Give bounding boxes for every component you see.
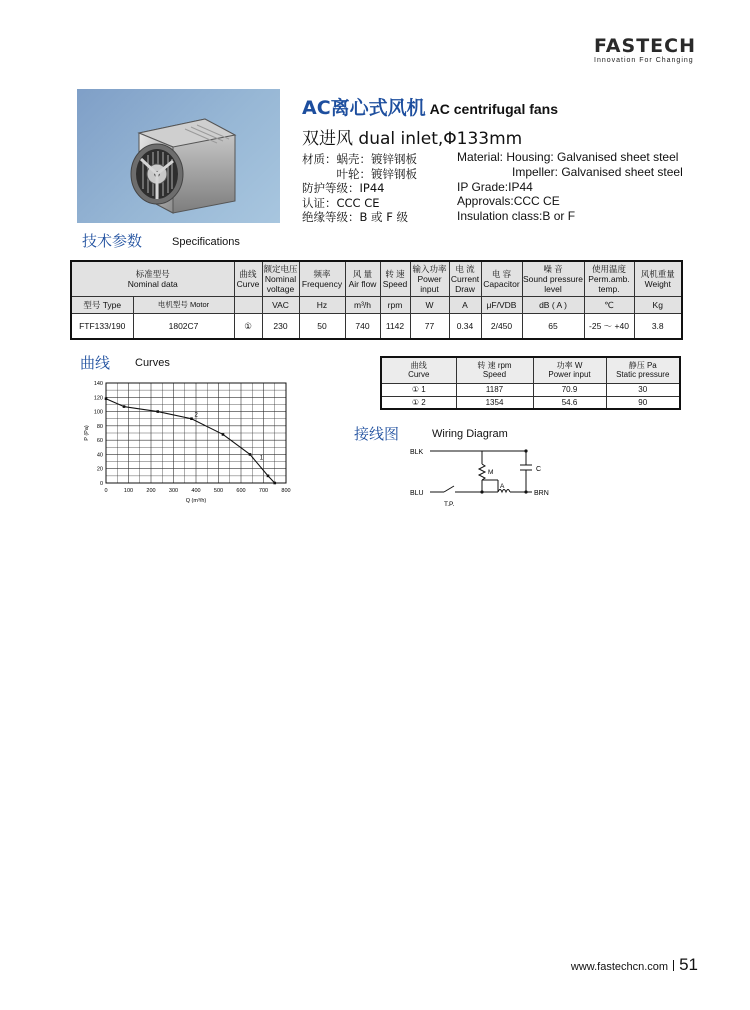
curve-col-en: Static pressure xyxy=(616,370,670,380)
curve-cell: 70.9 xyxy=(533,383,606,396)
spec-cn-line: 防护等级：IP44 xyxy=(302,181,385,196)
spec-unit-row xyxy=(71,296,682,313)
unit-capacitor: μF/VDB xyxy=(481,296,522,313)
spec-header-row xyxy=(71,261,682,296)
col-airflow xyxy=(345,261,380,296)
cell-type: FTF133/190 xyxy=(71,313,133,339)
unit-weight: Kg xyxy=(634,296,682,313)
specifications-heading-cn: 技术参数 xyxy=(82,232,143,250)
col-en: Capacitor xyxy=(483,278,520,289)
junction-dot xyxy=(524,449,527,452)
col-en: Weight xyxy=(644,278,671,289)
wire-blk-label: BLK xyxy=(410,449,424,456)
curve-cell: 1187 xyxy=(456,383,533,396)
unit-power: W xyxy=(410,296,449,313)
data-point xyxy=(190,417,193,420)
wiring-heading-en: Wiring Diagram xyxy=(432,428,508,440)
curve-table-header xyxy=(381,357,680,383)
curve-col-pressure xyxy=(606,357,680,383)
col-en: Air flow xyxy=(348,278,377,289)
cell-weight: 3.8 xyxy=(634,313,682,339)
curve-col-power xyxy=(533,357,606,383)
col-en: Curve xyxy=(236,278,260,289)
unit-voltage: VAC xyxy=(262,296,299,313)
wiring-diagram xyxy=(400,440,570,517)
cell-speed: 1142 xyxy=(380,313,410,339)
cell-airflow: 740 xyxy=(345,313,380,339)
col-cn: 额定电压 xyxy=(263,263,298,274)
spec-en-line: IP Grade:IP44 xyxy=(457,179,533,194)
x-tick-label: 700 xyxy=(258,488,269,494)
nominal-cn: 标准型号 xyxy=(135,268,170,279)
spec-cn-line: 叶轮：镀锌钢板 xyxy=(302,166,417,181)
product-title xyxy=(302,93,558,120)
curve-cell: 1354 xyxy=(456,396,533,409)
junction-dot xyxy=(480,490,483,493)
x-tick-label: 300 xyxy=(168,488,179,494)
curves-heading-en: Curves xyxy=(135,357,170,369)
cell-sound: 65 xyxy=(522,313,584,339)
spec-list-english xyxy=(457,150,683,224)
col-en: Frequency xyxy=(301,278,343,289)
title-chinese: AC离心式风机 xyxy=(302,97,426,119)
table-row xyxy=(381,396,680,409)
data-point xyxy=(105,397,108,400)
wiring-heading-cn: 接线图 xyxy=(354,425,400,443)
col-capacitor xyxy=(481,261,522,296)
col-cn: 风机重量 xyxy=(640,268,675,279)
col-en: Power input xyxy=(417,273,442,294)
page-number: 51 xyxy=(679,955,698,974)
col-cn: 使用温度 xyxy=(591,263,626,274)
col-en: Perm.amb. temp. xyxy=(588,273,630,294)
col-en: Nominal voltage xyxy=(264,273,297,294)
col-cn: 频率 xyxy=(313,268,331,279)
col-current xyxy=(449,261,481,296)
title-english: AC centrifugal fans xyxy=(429,101,559,117)
curve-col-cn: 转 速 rpm xyxy=(477,360,512,370)
y-tick-label: 20 xyxy=(96,466,103,473)
curve-col-en: Speed xyxy=(482,370,507,380)
x-tick-label: 500 xyxy=(213,488,224,494)
col-frequency xyxy=(299,261,345,296)
col-en: Current Draw xyxy=(450,273,480,294)
curve-col-cn: 静压 Pa xyxy=(628,360,657,370)
unit-frequency: Hz xyxy=(299,296,345,313)
table-row xyxy=(71,313,682,339)
performance-chart-svg xyxy=(78,378,308,510)
footer-website: www.fastechcn.com xyxy=(570,961,669,973)
y-tick-label: 40 xyxy=(96,452,103,459)
x-tick-label: 400 xyxy=(191,488,201,494)
spec-list-chinese xyxy=(302,152,417,225)
cell-curve: ① xyxy=(234,313,262,339)
y-tick-label: 60 xyxy=(96,438,103,445)
cell-power: 77 xyxy=(410,313,449,339)
wire-blu-label: BLU xyxy=(410,490,424,497)
type-label: 型号 Type xyxy=(71,296,133,313)
motor-label: M xyxy=(488,469,494,476)
col-sound xyxy=(522,261,584,296)
specifications-table xyxy=(70,260,683,340)
product-subtitle: 双进风 dual inlet,Φ133mm xyxy=(302,129,523,149)
curve-cell: ① 1 xyxy=(381,383,456,396)
curve-col-speed xyxy=(456,357,533,383)
col-cn: 曲线 xyxy=(239,268,257,279)
cell-motor: 1802C7 xyxy=(133,313,234,339)
col-temp xyxy=(584,261,634,296)
curve-cell: 30 xyxy=(606,383,680,396)
curves-heading-cn: 曲线 xyxy=(80,354,111,372)
unit-sound: dB ( A ) xyxy=(522,296,584,313)
data-point xyxy=(267,475,270,478)
nominal-data-header xyxy=(71,261,234,296)
curve-cell: 54.6 xyxy=(533,396,606,409)
curve-col-cn: 功率 W xyxy=(556,360,583,370)
curve-cell: 90 xyxy=(606,396,680,409)
curve-marker-label: 1 xyxy=(259,455,264,462)
col-cn: 电 流 xyxy=(455,263,475,274)
y-tick-label: 140 xyxy=(93,381,103,387)
logo-wordmark: FASTECH xyxy=(594,35,696,57)
x-tick-label: 100 xyxy=(123,488,134,494)
col-cn: 电 容 xyxy=(491,268,512,279)
y-axis-label: P (Pa) xyxy=(84,425,90,441)
data-point xyxy=(273,482,276,485)
spec-en-line: Material: Housing: Galvanised sheet steel xyxy=(457,150,679,164)
capacitor-label: C xyxy=(536,466,542,473)
unit-curve xyxy=(234,296,262,313)
specifications-heading-en: Specifications xyxy=(172,236,240,248)
data-point xyxy=(222,433,225,436)
curve-cell: ① 2 xyxy=(381,396,456,409)
col-speed xyxy=(380,261,410,296)
cell-capacitor: 2/450 xyxy=(481,313,522,339)
spec-cn-line: 材质：蜗壳：镀锌钢板 xyxy=(302,152,417,166)
nominal-en: Nominal data xyxy=(127,278,178,289)
cell-frequency: 50 xyxy=(299,313,345,339)
col-cn: 输入功率 xyxy=(412,263,447,274)
col-en: Sound pressure level xyxy=(522,273,583,294)
motor-label: 电机型号 Motor xyxy=(133,296,234,313)
curve-col-en: Power input xyxy=(548,370,591,380)
col-power xyxy=(410,261,449,296)
brand-logo xyxy=(594,36,704,64)
spec-en-line: Insulation class:B or F xyxy=(457,209,576,224)
thermal-protector-label: T.P. xyxy=(444,501,455,508)
y-tick-label: 100 xyxy=(93,409,103,416)
unit-airflow: m³/h xyxy=(345,296,380,313)
footer-divider xyxy=(673,960,674,971)
x-tick-label: 600 xyxy=(236,488,246,494)
spec-cn-line: 认证：CCC CE xyxy=(302,195,380,210)
data-point xyxy=(156,410,159,413)
cell-current: 0.34 xyxy=(449,313,481,339)
col-cn: 噪 音 xyxy=(543,263,563,274)
unit-temp: ℃ xyxy=(584,296,634,313)
x-tick-label: 800 xyxy=(281,488,291,494)
col-en: Speed xyxy=(382,278,408,289)
col-voltage xyxy=(262,261,299,296)
x-tick-label: 0 xyxy=(104,488,108,494)
col-curve xyxy=(234,261,262,296)
unit-speed: rpm xyxy=(380,296,410,313)
table-row xyxy=(381,383,680,396)
spec-cn-line: 绝缘等级：B 或 F 级 xyxy=(302,210,408,225)
spec-en-line: Impeller: Galvanised sheet steel xyxy=(512,164,683,179)
col-weight xyxy=(634,261,682,296)
data-point xyxy=(123,405,126,408)
product-photo xyxy=(77,89,280,223)
spec-en-line: Approvals:CCC CE xyxy=(457,194,560,209)
wire-brn-label: BRN xyxy=(534,490,549,497)
x-axis-label: Q (m³/h) xyxy=(185,498,207,504)
x-tick-label: 200 xyxy=(146,488,156,494)
curve-table xyxy=(380,356,681,410)
y-tick-label: 0 xyxy=(99,481,103,487)
winding-a-label: A xyxy=(500,483,505,490)
performance-chart xyxy=(78,378,308,515)
col-cn: 转 速 xyxy=(385,268,405,279)
y-tick-label: 80 xyxy=(96,423,103,430)
logo-tagline: Innovation For Changing xyxy=(594,57,694,64)
cell-voltage: 230 xyxy=(262,313,299,339)
curve-marker-label: 2 xyxy=(194,412,198,419)
junction-dot xyxy=(524,490,527,493)
curve-col-en: Curve xyxy=(408,370,430,380)
cell-temp: -25 ～ +40 xyxy=(584,313,634,339)
curve-col-cn: 曲线 xyxy=(410,360,427,370)
data-point xyxy=(249,453,252,456)
unit-current: A xyxy=(449,296,481,313)
curve-col-curve xyxy=(381,357,456,383)
y-tick-label: 120 xyxy=(93,395,103,402)
col-cn: 风 量 xyxy=(352,268,373,279)
page-footer xyxy=(571,955,698,975)
